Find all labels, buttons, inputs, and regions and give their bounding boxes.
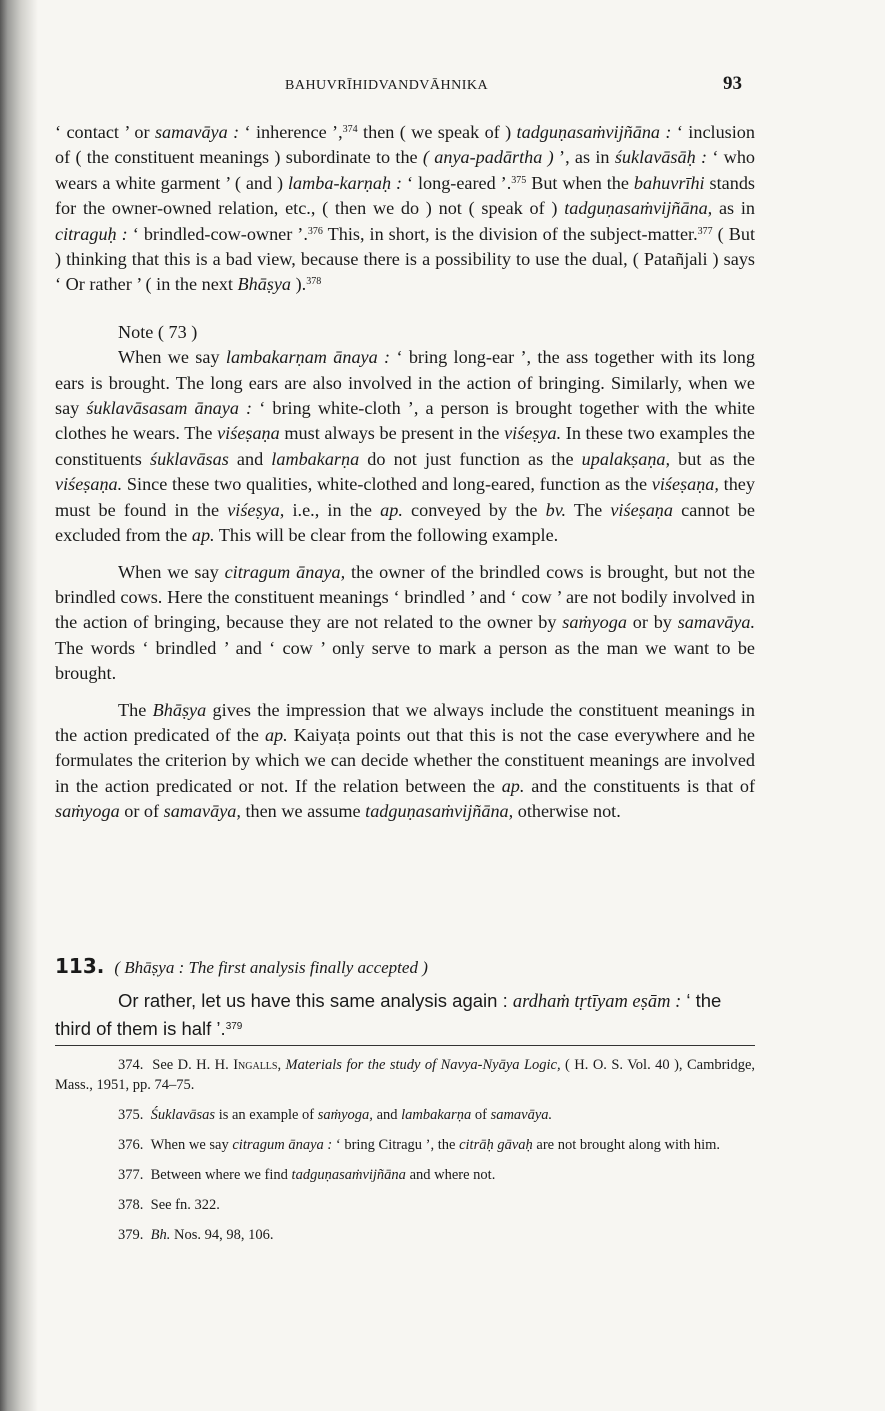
footnote-ref: 379 (225, 1020, 243, 1032)
paragraph-3: When we say citragum ānaya, the owner of the brindled cows is brought, but not the brindled cows. Here the constituent meanings ‘ brindled ’ and ‘ cow ’ are not bodily involved in the action of bringing, because they are not related to the owner by saṁyoga or by samavāya. The words ‘ brindled ’ and ‘ cow ’ only serve to mark a person as the man we want to be brought. (55, 561, 755, 684)
footnote-ref: 377 (697, 225, 713, 237)
footnote-379: 379. Bh. Nos. 94, 98, 106. (118, 1227, 274, 1243)
footnote-ref: 376 (307, 225, 323, 237)
footnote-ref: 375 (511, 174, 527, 186)
section-113 (55, 954, 755, 1041)
paragraph-1: ‘ contact ’ or samavāya : ‘ inherence ’,$^{374}$ then ( we speak of ) tadguṇasaṁvijñāna : ‘ inclusion of ( the constituent meanings ) subordinate to the ( anya-padārtha ) ’, as in śuklavāsāḥ : ‘ who wears a white garment ’ ( and ) lamba-karṇaḥ : ‘ long-eared ’.$^{375}$ But when the bahuvrīhi stands for the owner-owned relation, etc., ( then we do ) not ( speak of ) tadguṇasaṁvijñāna, as in citraguḥ : ‘ brindled-cow-owner ’.$^{376}$ This, in short, is the division of the subject-matter.$^{377}$ ( But ) thinking that this is a bad view, because there is a possibility to use the dual, ( Patañjali ) says ‘ Or rather ’ ( in the next Bhāṣya ).$^{378}$ (55, 122, 756, 295)
footnote-ref: 374 (342, 124, 358, 135)
body-text (55, 120, 755, 825)
footnote-ref: 378 (306, 276, 322, 288)
footnote-rule (55, 1045, 755, 1046)
footnote-375: 375. Śuklavāsas is an example of saṁyoga, and lambakarṇa of samavāya. (118, 1107, 553, 1123)
scanned-page-edge (0, 0, 38, 1411)
section-body: Or rather, let us have this same analysis again : ardhaṁ tṛtīyam eṣām : ‘ the third of them is half ’.$^{379}$ (55, 990, 722, 1039)
paragraph-2: When we say lambakarṇam ānaya : ‘ bring long-ear ’, the ass together with its long ears is brought. The long ears are also involved in the action of bringing. Similarly, when we say śuklavāsasam ānaya : ‘ bring white-cloth ’, a person is brought together with the white clothes he wears. The viśeṣaṇa must always be present in the viśeṣya. In these two examples the constituents śuklavāsas and lambakarṇa do not just function as the upalakṣaṇa, but as the viśeṣaṇa. Since these two qualities, white-clothed and long-eared, function as the viśeṣaṇa, they must be found in the viśeṣya, i.e., in the ap. conveyed by the bv. The viśeṣaṇa cannot be excluded from the ap. This will be clear from the following example. (55, 347, 756, 546)
running-head: BAHUVRĪHIDVANDVĀHNIKA (285, 78, 489, 93)
note-heading: Note ( 73 ) (118, 321, 198, 342)
footnote-374: 374. See D. H. H. Ingalls, Materials for the study of Navya-Nyāya Logic, ( H. O. S. Vol. 40 ), Cambridge, Mass., 1951, pp. 74–75. (55, 1057, 756, 1093)
footnote-376: 376. When we say citragum ānaya : ‘ bring Citragu ’, the citrāḥ gāvaḥ are not brought along with him. (118, 1137, 721, 1153)
footnote-377: 377. Between where we find tadguṇasaṁvijñāna and where not. (118, 1167, 496, 1183)
footnotes (55, 1055, 755, 1255)
section-heading (55, 954, 755, 980)
section-title: ( Bhāṣya : The first analysis finally accepted ) (114, 958, 428, 977)
page-number: 93 (723, 73, 742, 94)
footnote-378: 378. See fn. 322. (118, 1197, 220, 1213)
section-number: 113. (55, 954, 105, 978)
paragraph-4: The Bhāṣya gives the impression that we always include the constituent meanings in the action predicated of the ap. Kaiyaṭa points out that this is not the case everywhere and he formulates the criterion by which we can decide whether the constituent meanings are involved in the action predicated or not. If the relation between the ap. and the constituents is that of saṁyoga or of samavāya, then we assume tadguṇasaṁvijñāna, otherwise not. (55, 699, 756, 822)
